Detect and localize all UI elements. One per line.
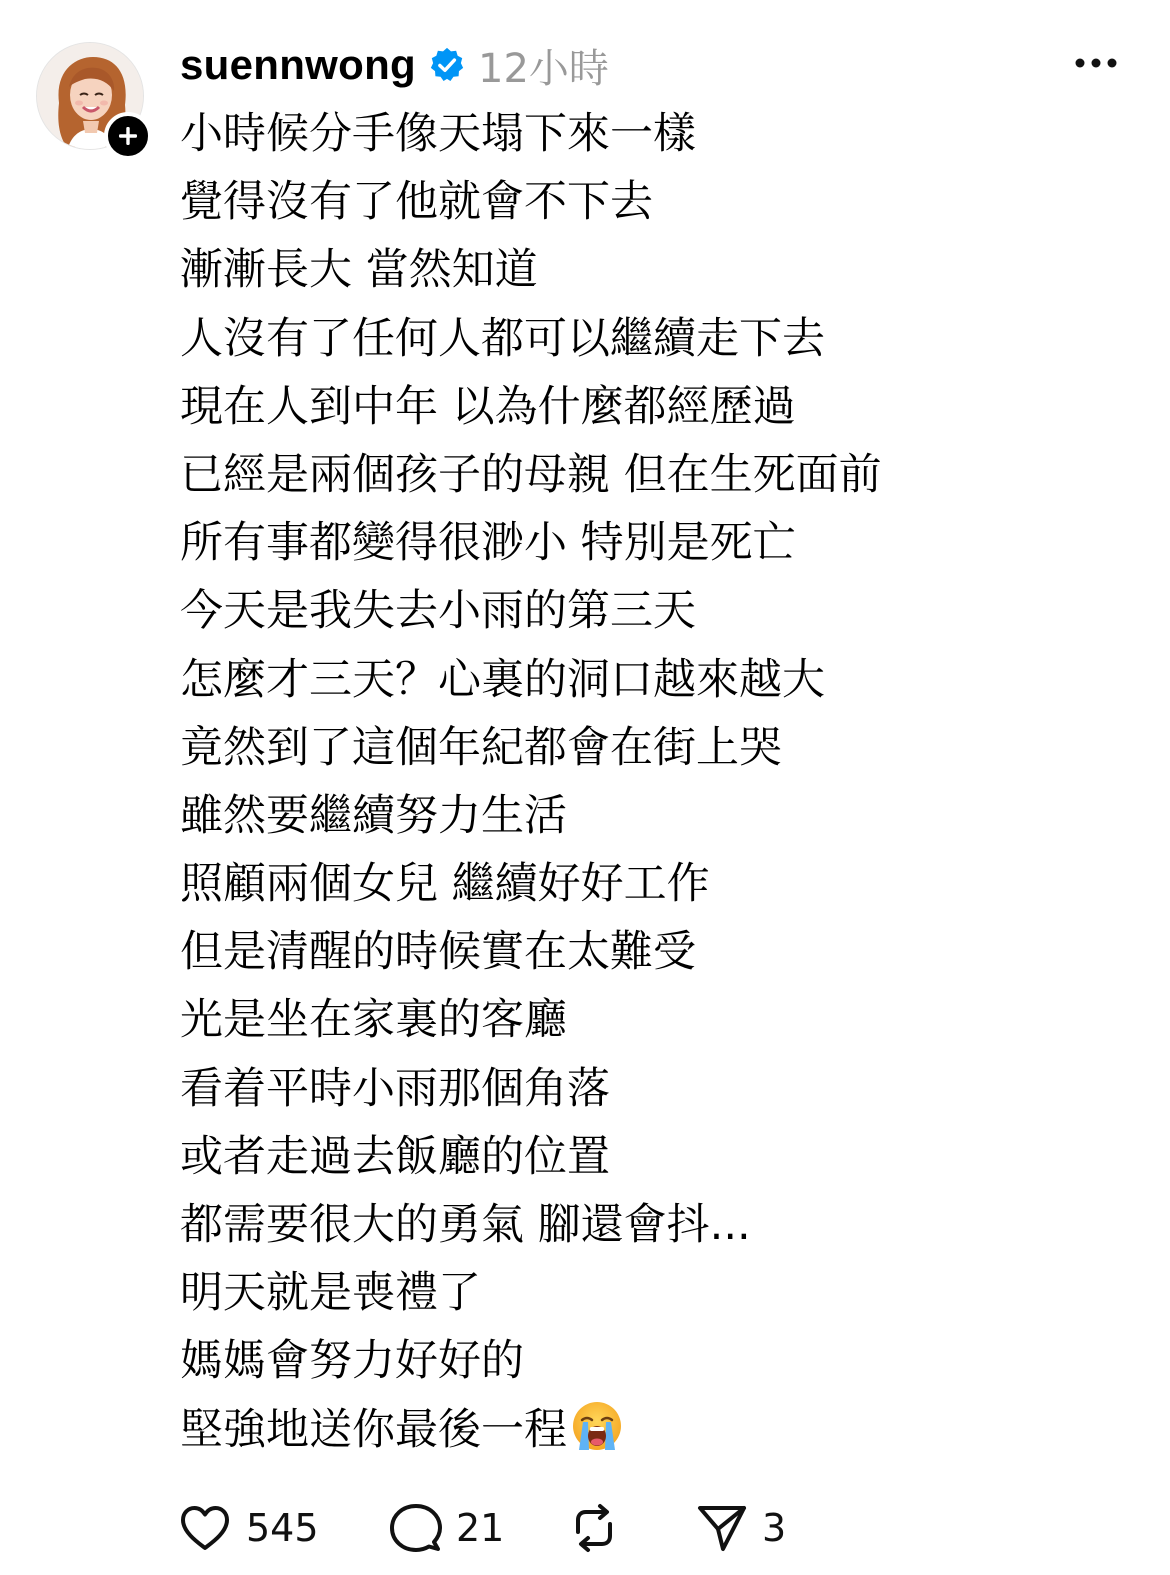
- post-text-line: 明天就是喪禮了: [180, 1268, 481, 1319]
- post-text-line: 所有事都變得很渺小 特別是死亡: [180, 518, 796, 569]
- post-text: [180, 100, 1140, 1464]
- more-options-button[interactable]: [1072, 48, 1122, 78]
- post-text-line-last: [180, 1396, 1140, 1464]
- share-count: 3: [762, 1506, 787, 1550]
- avatar-container: [36, 42, 144, 150]
- post-text-line: 媽媽會努力好好的: [180, 1336, 524, 1387]
- post-text-line: 現在人到中年 以為什麼都經歷過: [180, 381, 796, 432]
- plus-icon: [116, 124, 140, 148]
- comment-bubble-icon: [390, 1502, 442, 1554]
- username[interactable]: suennwong: [180, 41, 417, 88]
- post-text-line: 或者走過去飯廳的位置: [180, 1131, 610, 1182]
- post-text-line: 今天是我失去小雨的第三天: [180, 586, 696, 637]
- share-button[interactable]: [696, 1500, 786, 1556]
- comment-button[interactable]: [390, 1500, 504, 1556]
- post-text-line: 人沒有了任何人都可以繼續走下去: [180, 313, 825, 364]
- loudly-crying-face-emoji: [571, 1400, 623, 1452]
- post-text-line: 覺得沒有了他就會不下去: [180, 177, 653, 228]
- like-count: 545: [246, 1506, 319, 1550]
- post-text-line: 小時候分手像天塌下來一樣: [180, 109, 696, 159]
- post-text-line: 都需要很大的勇氣 腳還會抖...: [180, 1200, 751, 1250]
- comment-count: 21: [456, 1506, 505, 1550]
- post-text-line: 但是清醒的時候實在太難受: [180, 927, 696, 978]
- post-text-line: 雖然要繼續努力生活: [180, 790, 567, 841]
- repost-icon: [568, 1502, 620, 1554]
- post-text-line: 光是坐在家裏的客廳: [180, 995, 567, 1046]
- post-text-line: 看着平時小雨那個角落: [180, 1063, 610, 1114]
- more-dots-icon: [1072, 48, 1122, 78]
- post-actions: [178, 1500, 878, 1556]
- verified-badge-icon: [428, 46, 466, 84]
- follow-button[interactable]: [104, 112, 152, 160]
- send-icon: [696, 1502, 748, 1554]
- repost-button[interactable]: [568, 1500, 634, 1556]
- post-header: [180, 40, 609, 90]
- post-text-line: 堅強地送你最後一程: [180, 1404, 567, 1455]
- post-text-line: 照顧兩個女兒 繼續好好工作: [180, 859, 710, 910]
- heart-icon: [178, 1503, 232, 1553]
- timestamp: 12小時: [478, 45, 609, 92]
- post-text-line: 漸漸長大 當然知道: [180, 245, 538, 296]
- like-button[interactable]: [178, 1500, 319, 1556]
- post-text-line: 竟然到了這個年紀都會在街上哭: [180, 722, 782, 773]
- post-text-line: 怎麼才三天？心裏的洞口越來越大: [180, 654, 825, 705]
- post-text-line: 已經是兩個孩子的母親 但在生死面前: [180, 449, 882, 500]
